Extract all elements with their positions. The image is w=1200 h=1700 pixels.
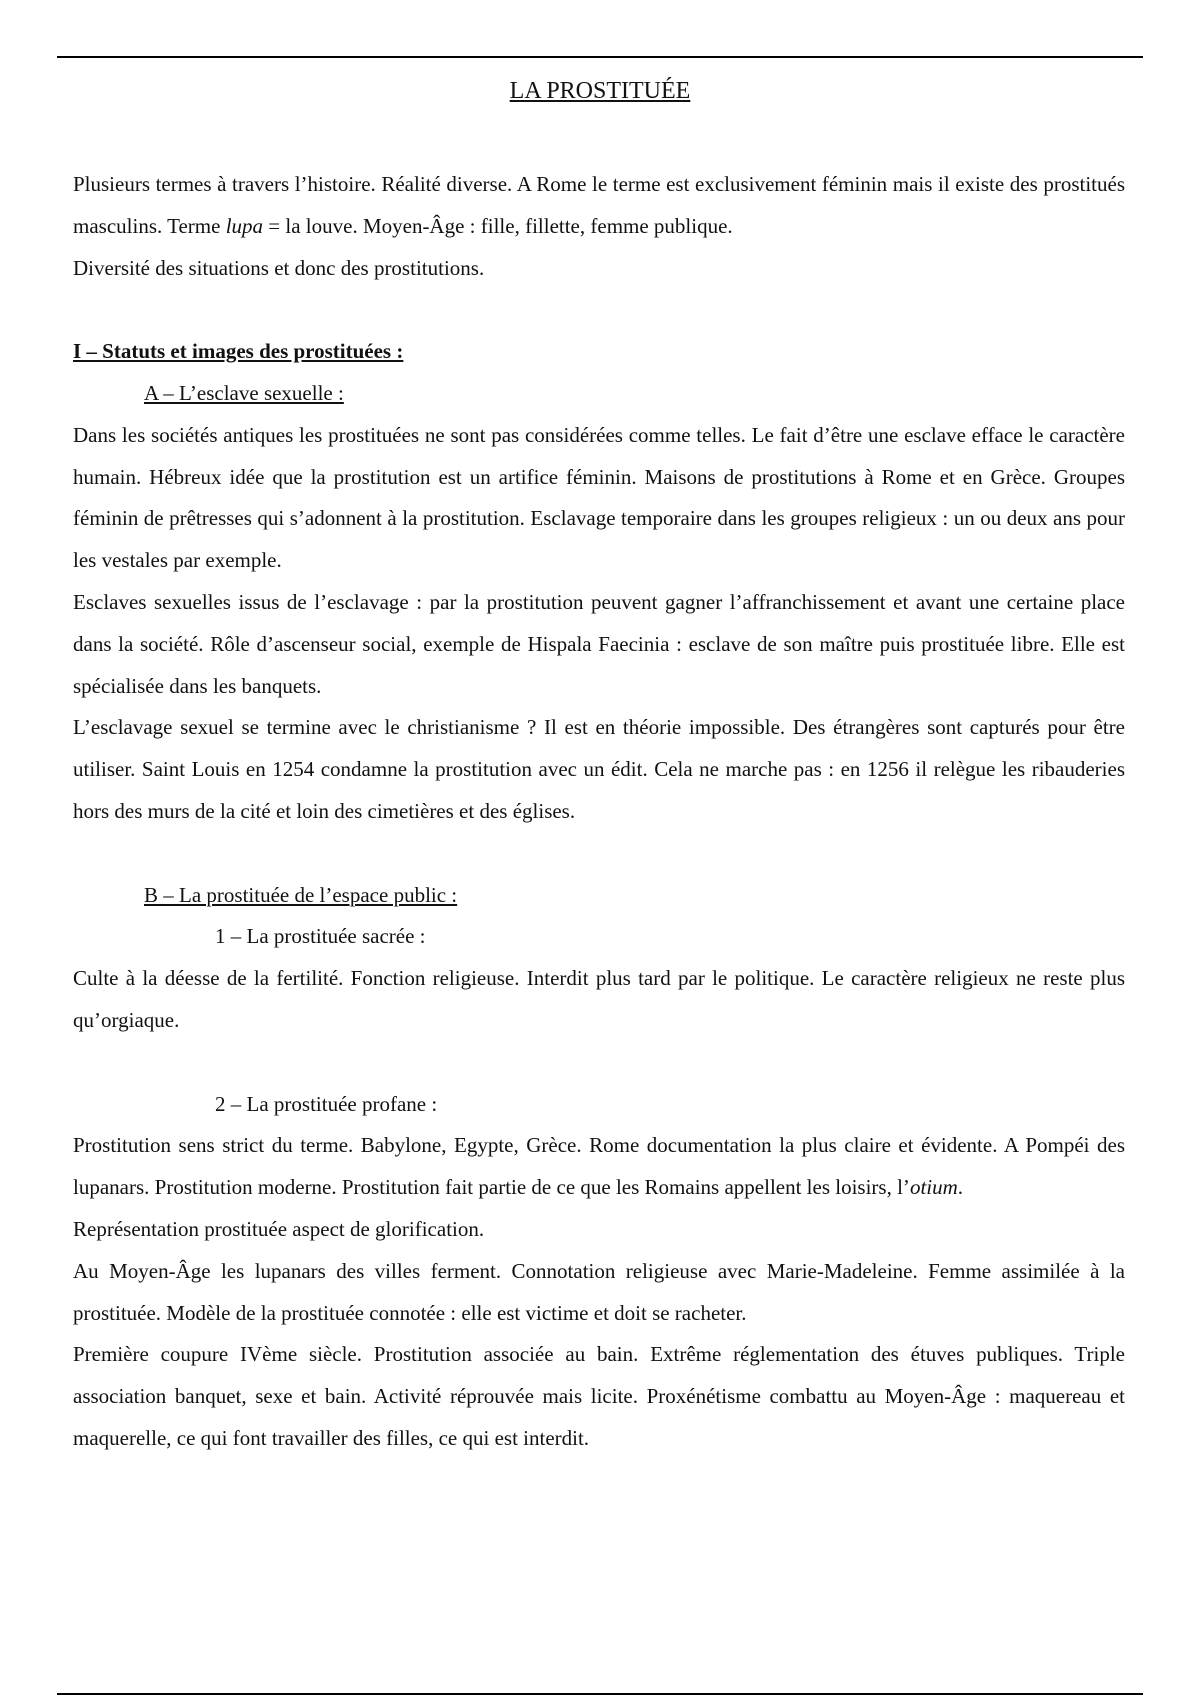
top-rule bbox=[57, 56, 1143, 58]
document-title: LA PROSTITUÉE bbox=[509, 78, 691, 104]
b2-text-b: . bbox=[957, 1175, 964, 1200]
b2-text-a: Prostitution sens strict du terme. Babylone, Egypte, Grèce. Rome documentation la plus claire et évidente. A Pompéi des lupanars. Prostitution moderne. Prostitution fait partie de ce que les Romains appellent les loisirs, l’ bbox=[73, 1133, 1125, 1200]
subsection-b-heading-line bbox=[73, 875, 1125, 917]
intro-paragraph-1 bbox=[73, 164, 1125, 248]
subsection-b1-paragraph-1: Culte à la déesse de la fertilité. Fonction religieuse. Interdit plus tard par le politique. Le caractère religieux ne reste plus qu’orgiaque. bbox=[73, 966, 1125, 1032]
intro-text-a: Plusieurs termes à travers l’histoire. Réalité diverse. A Rome le terme est exclusivement féminin mais il existe des prostitués masculins. Terme bbox=[73, 172, 1125, 238]
subsection-b2-paragraph-2: Représentation prostituée aspect de glorification. bbox=[73, 1216, 485, 1241]
section-1-heading: I – Statuts et images des prostituées : bbox=[73, 339, 404, 364]
subsection-b2-heading: 2 – La prostituée profane : bbox=[215, 1091, 438, 1116]
subsection-b-heading: B – La prostituée de l’espace public : bbox=[144, 882, 458, 907]
subsection-b1-heading: 1 – La prostituée sacrée : bbox=[215, 924, 426, 949]
spacer bbox=[73, 833, 1125, 875]
document-body bbox=[73, 164, 1125, 1460]
subsection-a-heading-line bbox=[73, 373, 1125, 415]
subsection-b2-paragraph-1 bbox=[73, 1125, 1125, 1209]
spacer bbox=[73, 1042, 1125, 1084]
bottom-rule bbox=[57, 1693, 1143, 1695]
subsection-a-heading: A – L’esclave sexuelle : bbox=[144, 380, 344, 405]
subsection-b2-paragraph-4: Première coupure IVème siècle. Prostitution associée au bain. Extrême réglementation des étuves publiques. Triple association banquet, sexe et bain. Activité réprouvée mais licite. Proxénétisme combattu au Moyen-Âge : maquereau et maquerelle, ce qui font travailler des filles, ce qui est interdit. bbox=[73, 1342, 1125, 1450]
subsection-a-paragraph-1: Dans les sociétés antiques les prostituées ne sont pas considérées comme telles. Le fait d’être une esclave efface le caractère humain. Hébreux idée que la prostitution est un artifice féminin. Maisons de prostitutions à Rome et en Grèce. Groupes féminin de prêtresses qui s’adonnent à la prostitution. Esclavage temporaire dans les groupes religieux : un ou deux ans pour les vestales par exemple. bbox=[73, 422, 1125, 573]
subsection-b2-paragraph-3: Au Moyen-Âge les lupanars des villes ferment. Connotation religieuse avec Marie-Madeleine. Femme assimilée à la prostituée. Modèle de la prostituée connotée : elle est victime et doit se racheter. bbox=[73, 1258, 1125, 1325]
b2-term-otium: otium bbox=[909, 1175, 958, 1200]
intro-term-lupa: lupa bbox=[225, 213, 264, 238]
subsection-a-paragraph-3: L’esclavage sexuel se termine avec le christianisme ? Il est en théorie impossible. Des étrangères sont capturés pour être utiliser. Saint Louis en 1254 condamne la prostitution avec un édit. Cela ne marche pas : en 1256 il relègue les ribauderies hors des murs de la cité et loin des cimetières et des églises. bbox=[73, 715, 1125, 823]
intro-paragraph-2: Diversité des situations et donc des prostitutions. bbox=[73, 255, 485, 280]
intro-text-b: = la louve. Moyen-Âge : fille, fillette, femme publique. bbox=[263, 213, 733, 238]
subsection-a-paragraph-2: Esclaves sexuelles issus de l’esclavage : par la prostitution peuvent gagner l’affranchissement et avant une certaine place dans la société. Rôle d’ascenseur social, exemple de Hispala Faecinia : esclave de son maître puis prostituée libre. Elle est spécialisée dans les banquets. bbox=[73, 589, 1125, 698]
spacer bbox=[73, 289, 1125, 331]
